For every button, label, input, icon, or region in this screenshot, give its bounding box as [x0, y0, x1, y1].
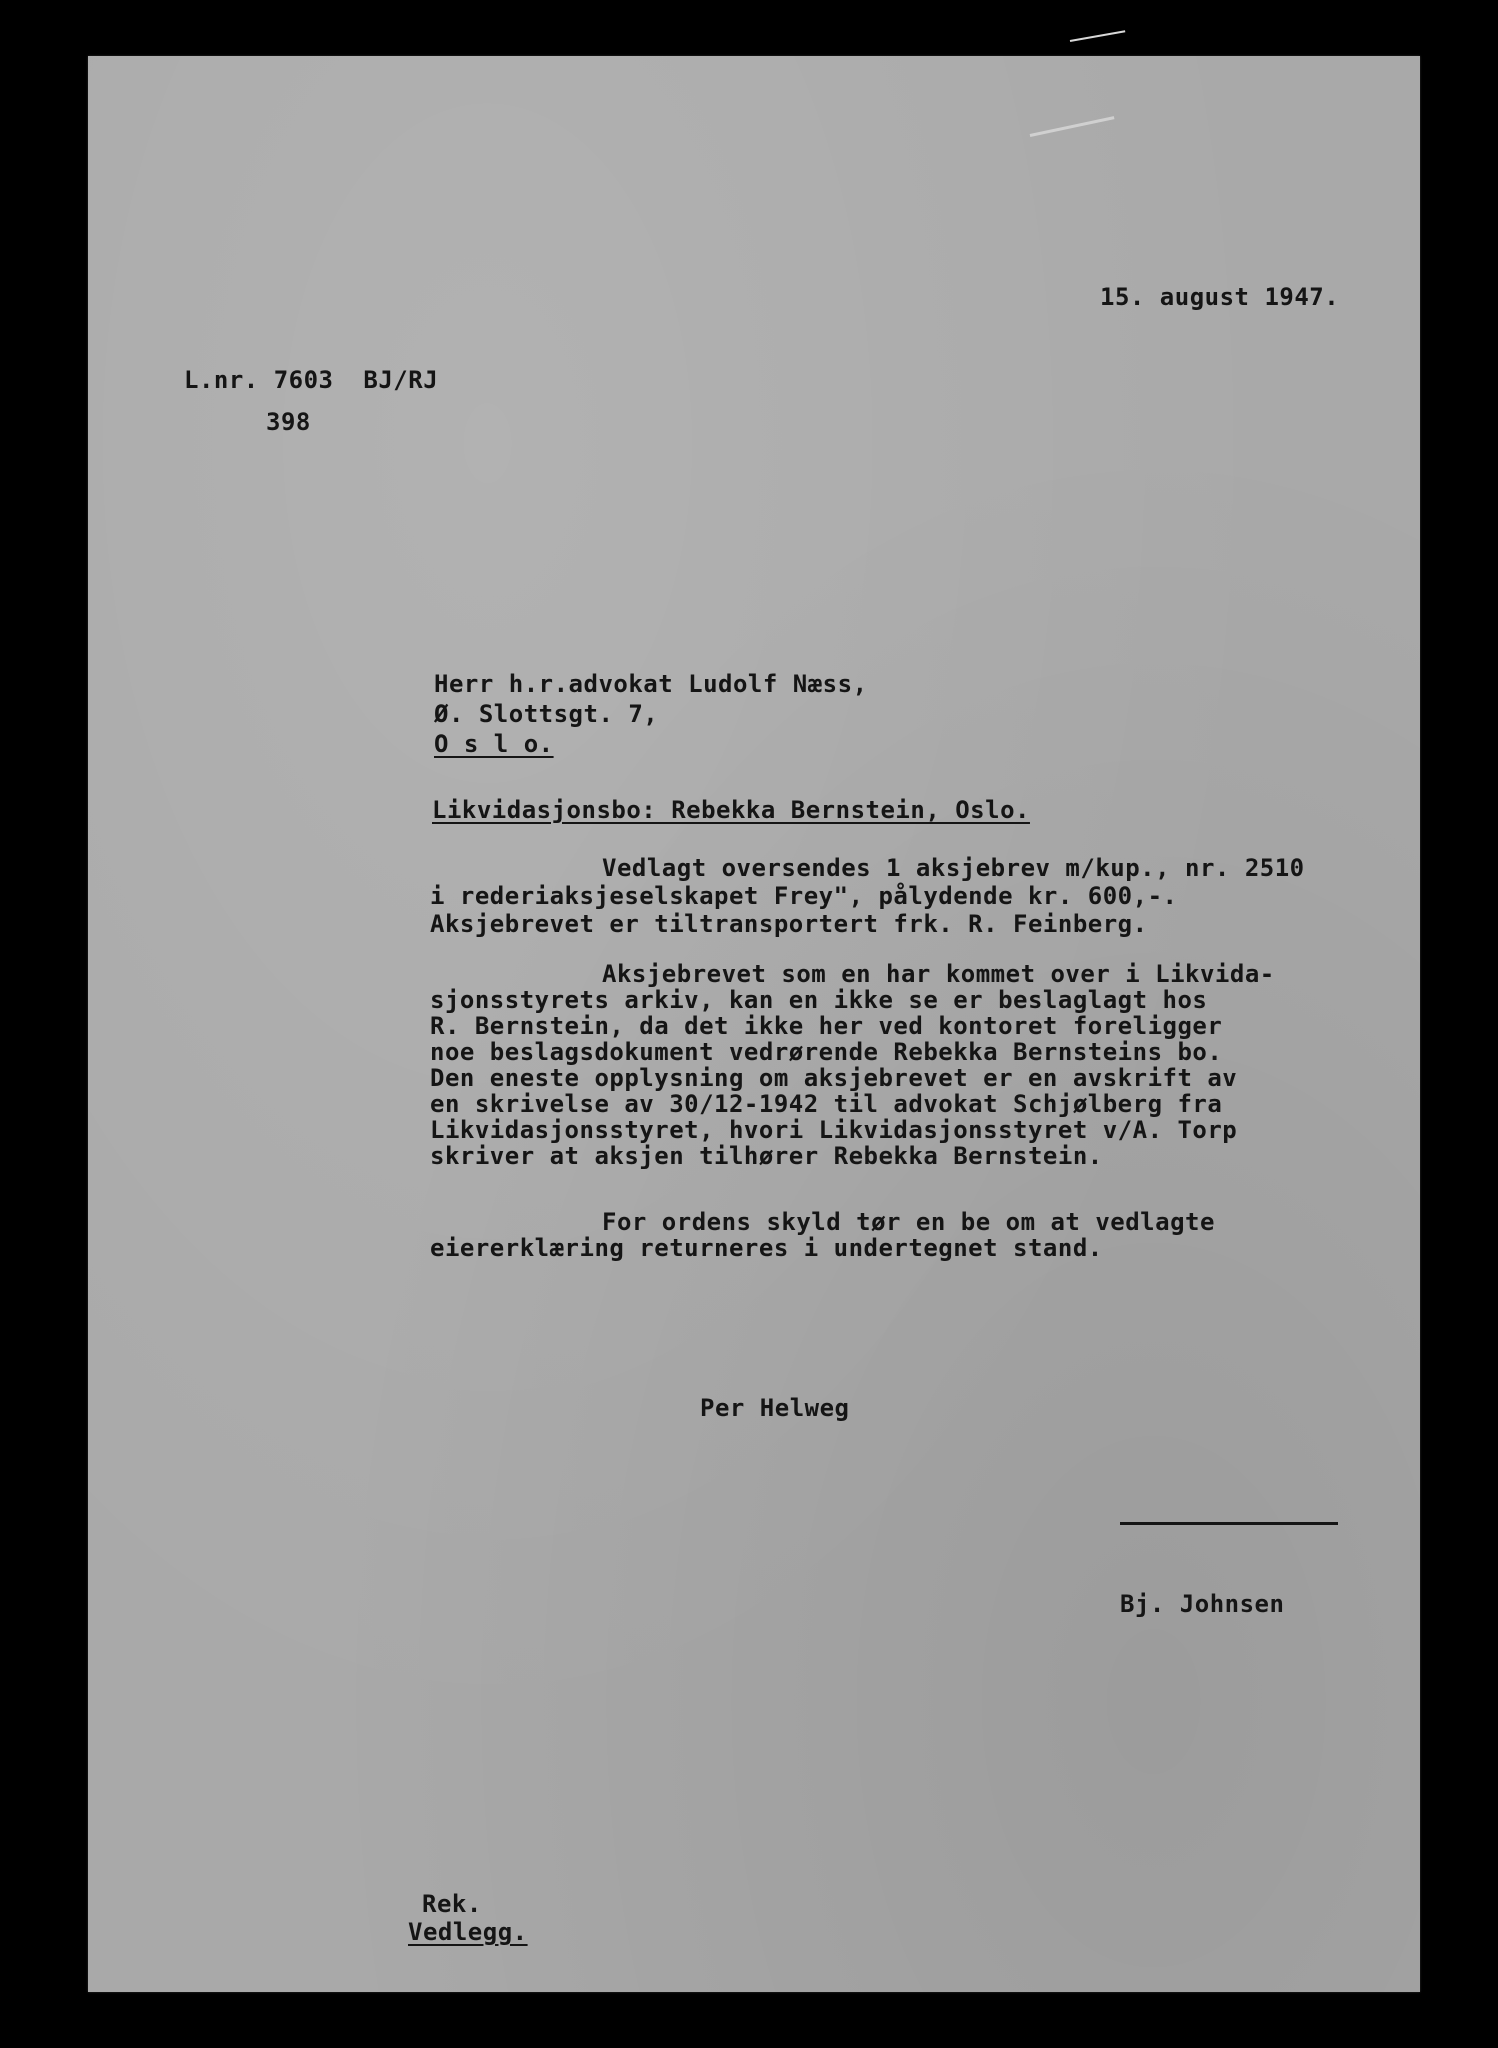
paragraph2-line: en skrivelse av 30/12-1942 til advokat Schjølberg fra [430, 1090, 1223, 1118]
paragraph2-line: Den eneste opplysning om aksjebrevet er en avskrift av [430, 1064, 1238, 1092]
paragraph3-line: eiererklæring returneres i undertegnet stand. [430, 1234, 1103, 1262]
paragraph3-line: For ordens skyld tør en be om at vedlagte [602, 1208, 1215, 1236]
paragraph2-line: sjonsstyrets arkiv, kan en ikke se er beslaglagt hos [430, 986, 1208, 1014]
paragraph2-line: Likvidasjonsstyret, hvori Likvidasjonsstyret v/A. Torp [430, 1116, 1238, 1144]
paragraph1-line: i rederiaksjeselskapet Frey", pålydende kr. 600,-. [430, 882, 1178, 910]
paragraph2-line: Aksjebrevet som en har kommet over i Likvida- [602, 960, 1275, 988]
paragraph2-line: noe beslagsdokument vedrørende Rebekka Bernsteins bo. [430, 1038, 1223, 1066]
paragraph2-line: skriver at aksjen tilhører Rebekka Bernstein. [430, 1142, 1103, 1170]
reference-line: L.nr. 7603 BJ/RJ [184, 366, 439, 394]
signature-line [1120, 1522, 1338, 1525]
paragraph1-line: Vedlagt oversendes 1 aksjebrev m/kup., nr. 2510 [602, 854, 1305, 882]
letter-date: 15. august 1947. [1100, 283, 1340, 311]
signatory-bj-johnsen: Bj. Johnsen [1120, 1590, 1285, 1618]
recipient-name: Herr h.r.advokat Ludolf Næss, [434, 670, 868, 698]
footer-vedlegg: Vedlegg. [408, 1918, 528, 1946]
signatory-per-helweg: Per Helweg [700, 1394, 850, 1422]
subject-line: Likvidasjonsbo: Rebekka Bernstein, Oslo. [432, 796, 1030, 824]
recipient-city: O s l o. [434, 730, 554, 758]
paragraph1-line: Aksjebrevet er tiltransportert frk. R. Feinberg. [430, 910, 1148, 938]
reference-number: 398 [266, 408, 311, 436]
recipient-street: Ø. Slottsgt. 7, [434, 700, 659, 728]
footer-rek: Rek. [422, 1890, 482, 1918]
paragraph2-line: R. Bernstein, da det ikke her ved kontoret foreligger [430, 1012, 1223, 1040]
scan-mark [1070, 30, 1125, 42]
